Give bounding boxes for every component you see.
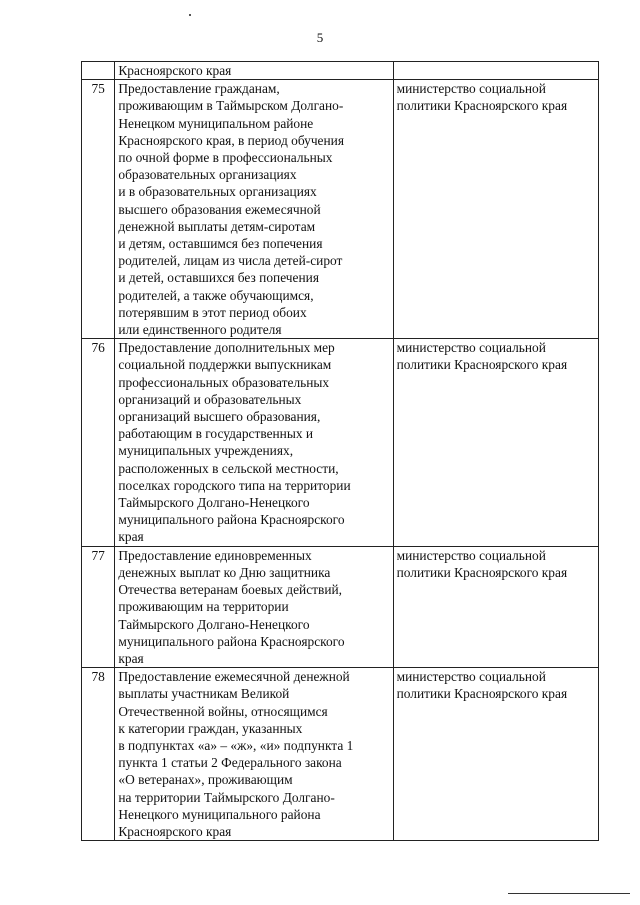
service-description: Предоставление гражданам, проживающим в Таймырском Долгано- Ненецком муниципальном районе Красноярского края, в период обучения по очной форме в профессиональных образовательных организациях и в образовательных организациях высшего образования ежемесячной денежной выплаты детям-сиротам и детям, оставшимся без попечения родителей, лицам из числа детей-сирот и детей, оставшихся без попечения родителей, а также обучающимся, потерявшим в этот период обоих или единственного родителя <box>115 80 393 339</box>
page-number: 5 <box>316 30 324 45</box>
row-number: 76 <box>82 339 115 546</box>
table-row <box>82 668 599 841</box>
table-row-continuation <box>82 62 599 80</box>
service-description: Предоставление ежемесячной денежной выплаты участникам Великой Отечественной войны, относящимся к категории граждан, указанных в подпунктах «а» – «ж», «и» подпункта 1 пункта 1 статьи 2 Федерального закона «О ветеранах», проживающим на территории Таймырского Долгано- Ненецкого муниципального района Красноярского края <box>115 668 393 841</box>
services-table <box>81 61 599 841</box>
scan-dot <box>189 14 191 16</box>
table-row <box>82 546 599 667</box>
service-description: Красноярского края <box>115 62 393 80</box>
table-row <box>82 339 599 546</box>
service-description: Предоставление единовременных денежных выплат ко Дню защитника Отечества ветеранам боевых действий, проживающим на территории Таймырского Долгано-Ненецкого муниципального района Красноярского края <box>115 546 393 667</box>
footer-rule <box>508 893 630 894</box>
responsible-agency: министерство социальной политики Красноярского края <box>393 546 598 667</box>
responsible-agency: министерство социальной политики Красноярского края <box>393 80 598 339</box>
responsible-agency: министерство социальной политики Красноярского края <box>393 668 598 841</box>
responsible-agency <box>393 62 598 80</box>
service-description: Предоставление дополнительных мер социальной поддержки выпускникам профессиональных образовательных организаций и образовательных организаций высшего образования, работающим в государственных и муниципальных учреждениях, расположенных в сельской местности, поселках городского типа на территории Таймырского Долгано-Ненецкого муниципального района Красноярского края <box>115 339 393 546</box>
row-number: 78 <box>82 668 115 841</box>
row-number: 77 <box>82 546 115 667</box>
responsible-agency: министерство социальной политики Красноярского края <box>393 339 598 546</box>
table-row <box>82 80 599 339</box>
row-number <box>82 62 115 80</box>
row-number: 75 <box>82 80 115 339</box>
